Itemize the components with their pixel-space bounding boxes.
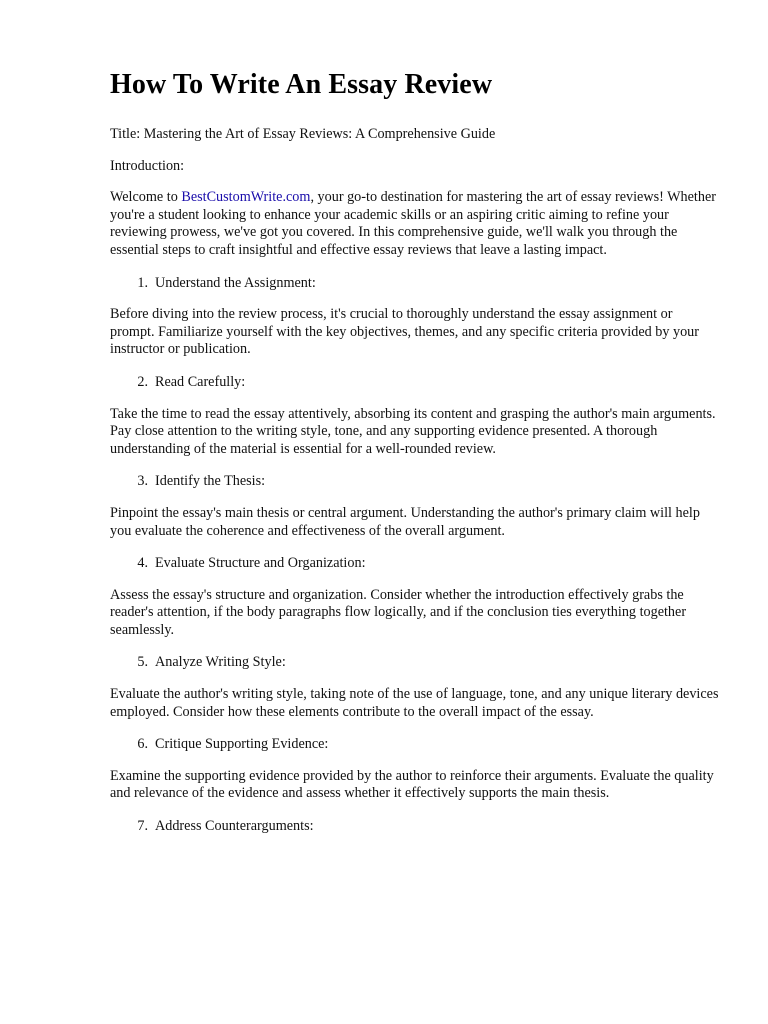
step-heading-2 <box>110 374 720 392</box>
step-heading-7 <box>110 818 720 836</box>
step-number: 2. <box>137 373 148 390</box>
page-title: How To Write An Essay Review <box>110 69 493 100</box>
step-paragraph-1: Before diving into the review process, it's crucial to thoroughly understand the essay assignment or prompt. Familiarize yourself with the key objectives, themes, and any specific criteria provided by your instructor or publication. <box>110 306 699 358</box>
step-number: 3. <box>137 473 148 490</box>
step-number: 7. <box>137 818 148 835</box>
introduction-paragraph <box>110 189 720 259</box>
step-paragraph-2: Take the time to read the essay attentively, absorbing its content and grasping the author's main arguments. Pay close attention to the writing style, tone, and any supporting evidence presented. A thorough understanding of the material is essential for a well-rounded review. <box>110 405 716 457</box>
step-label: Address Counterarguments: <box>155 818 314 835</box>
step-paragraph-3: Pinpoint the essay's main thesis or central argument. Understanding the author's primary claim will help you evaluate the coherence and effectiveness of the overall argument. <box>110 504 700 539</box>
step-heading-3 <box>110 473 720 491</box>
step-heading-6 <box>110 736 720 754</box>
step-heading-1 <box>110 275 720 293</box>
step-paragraph-5: Evaluate the author's writing style, taking note of the use of language, tone, and any unique literary devices employed. Consider how these elements contribute to the overall impact of the essay. <box>110 686 719 720</box>
document-title-line: Title: Mastering the Art of Essay Reviews: A Comprehensive Guide <box>110 126 496 142</box>
step-number: 5. <box>137 654 148 671</box>
step-number: 4. <box>137 555 148 572</box>
introduction-label: Introduction: <box>110 157 185 174</box>
step-label: Critique Supporting Evidence: <box>155 736 329 753</box>
intro-text-after-link: , your go-to destination for mastering the art of essay reviews! Whether you're a student looking to enhance your academic skills or an aspiring critic aiming to refine your reviewing prowess, we've got you covered. In this comprehensive guide, we'll walk you through the essential steps to craft insightful and effective essay reviews that leave a lasting impact. <box>110 189 716 258</box>
step-heading-4 <box>110 555 720 573</box>
step-label: Analyze Writing Style: <box>155 654 286 671</box>
step-number: 1. <box>137 274 148 291</box>
intro-text-before-link: Welcome to <box>110 189 182 206</box>
step-heading-5 <box>110 654 720 672</box>
step-label: Evaluate Structure and Organization: <box>155 555 366 572</box>
step-paragraph-6: Examine the supporting evidence provided by the author to reinforce their arguments. Evaluate the quality and relevance of the evidence and assess whether it effectively supports the main thesis. <box>110 767 714 802</box>
step-paragraph-4: Assess the essay's structure and organization. Consider whether the introduction effectively grabs the reader's attention, if the body paragraphs flow logically, and if the conclusion ties everything together seamlessly. <box>110 586 687 638</box>
step-label: Identify the Thesis: <box>155 473 266 490</box>
step-number: 6. <box>137 736 148 753</box>
document-page <box>110 68 720 836</box>
step-label: Understand the Assignment: <box>155 274 316 291</box>
step-label: Read Carefully: <box>155 373 246 390</box>
bestcustomwrite-link[interactable]: BestCustomWrite.com <box>181 189 311 206</box>
